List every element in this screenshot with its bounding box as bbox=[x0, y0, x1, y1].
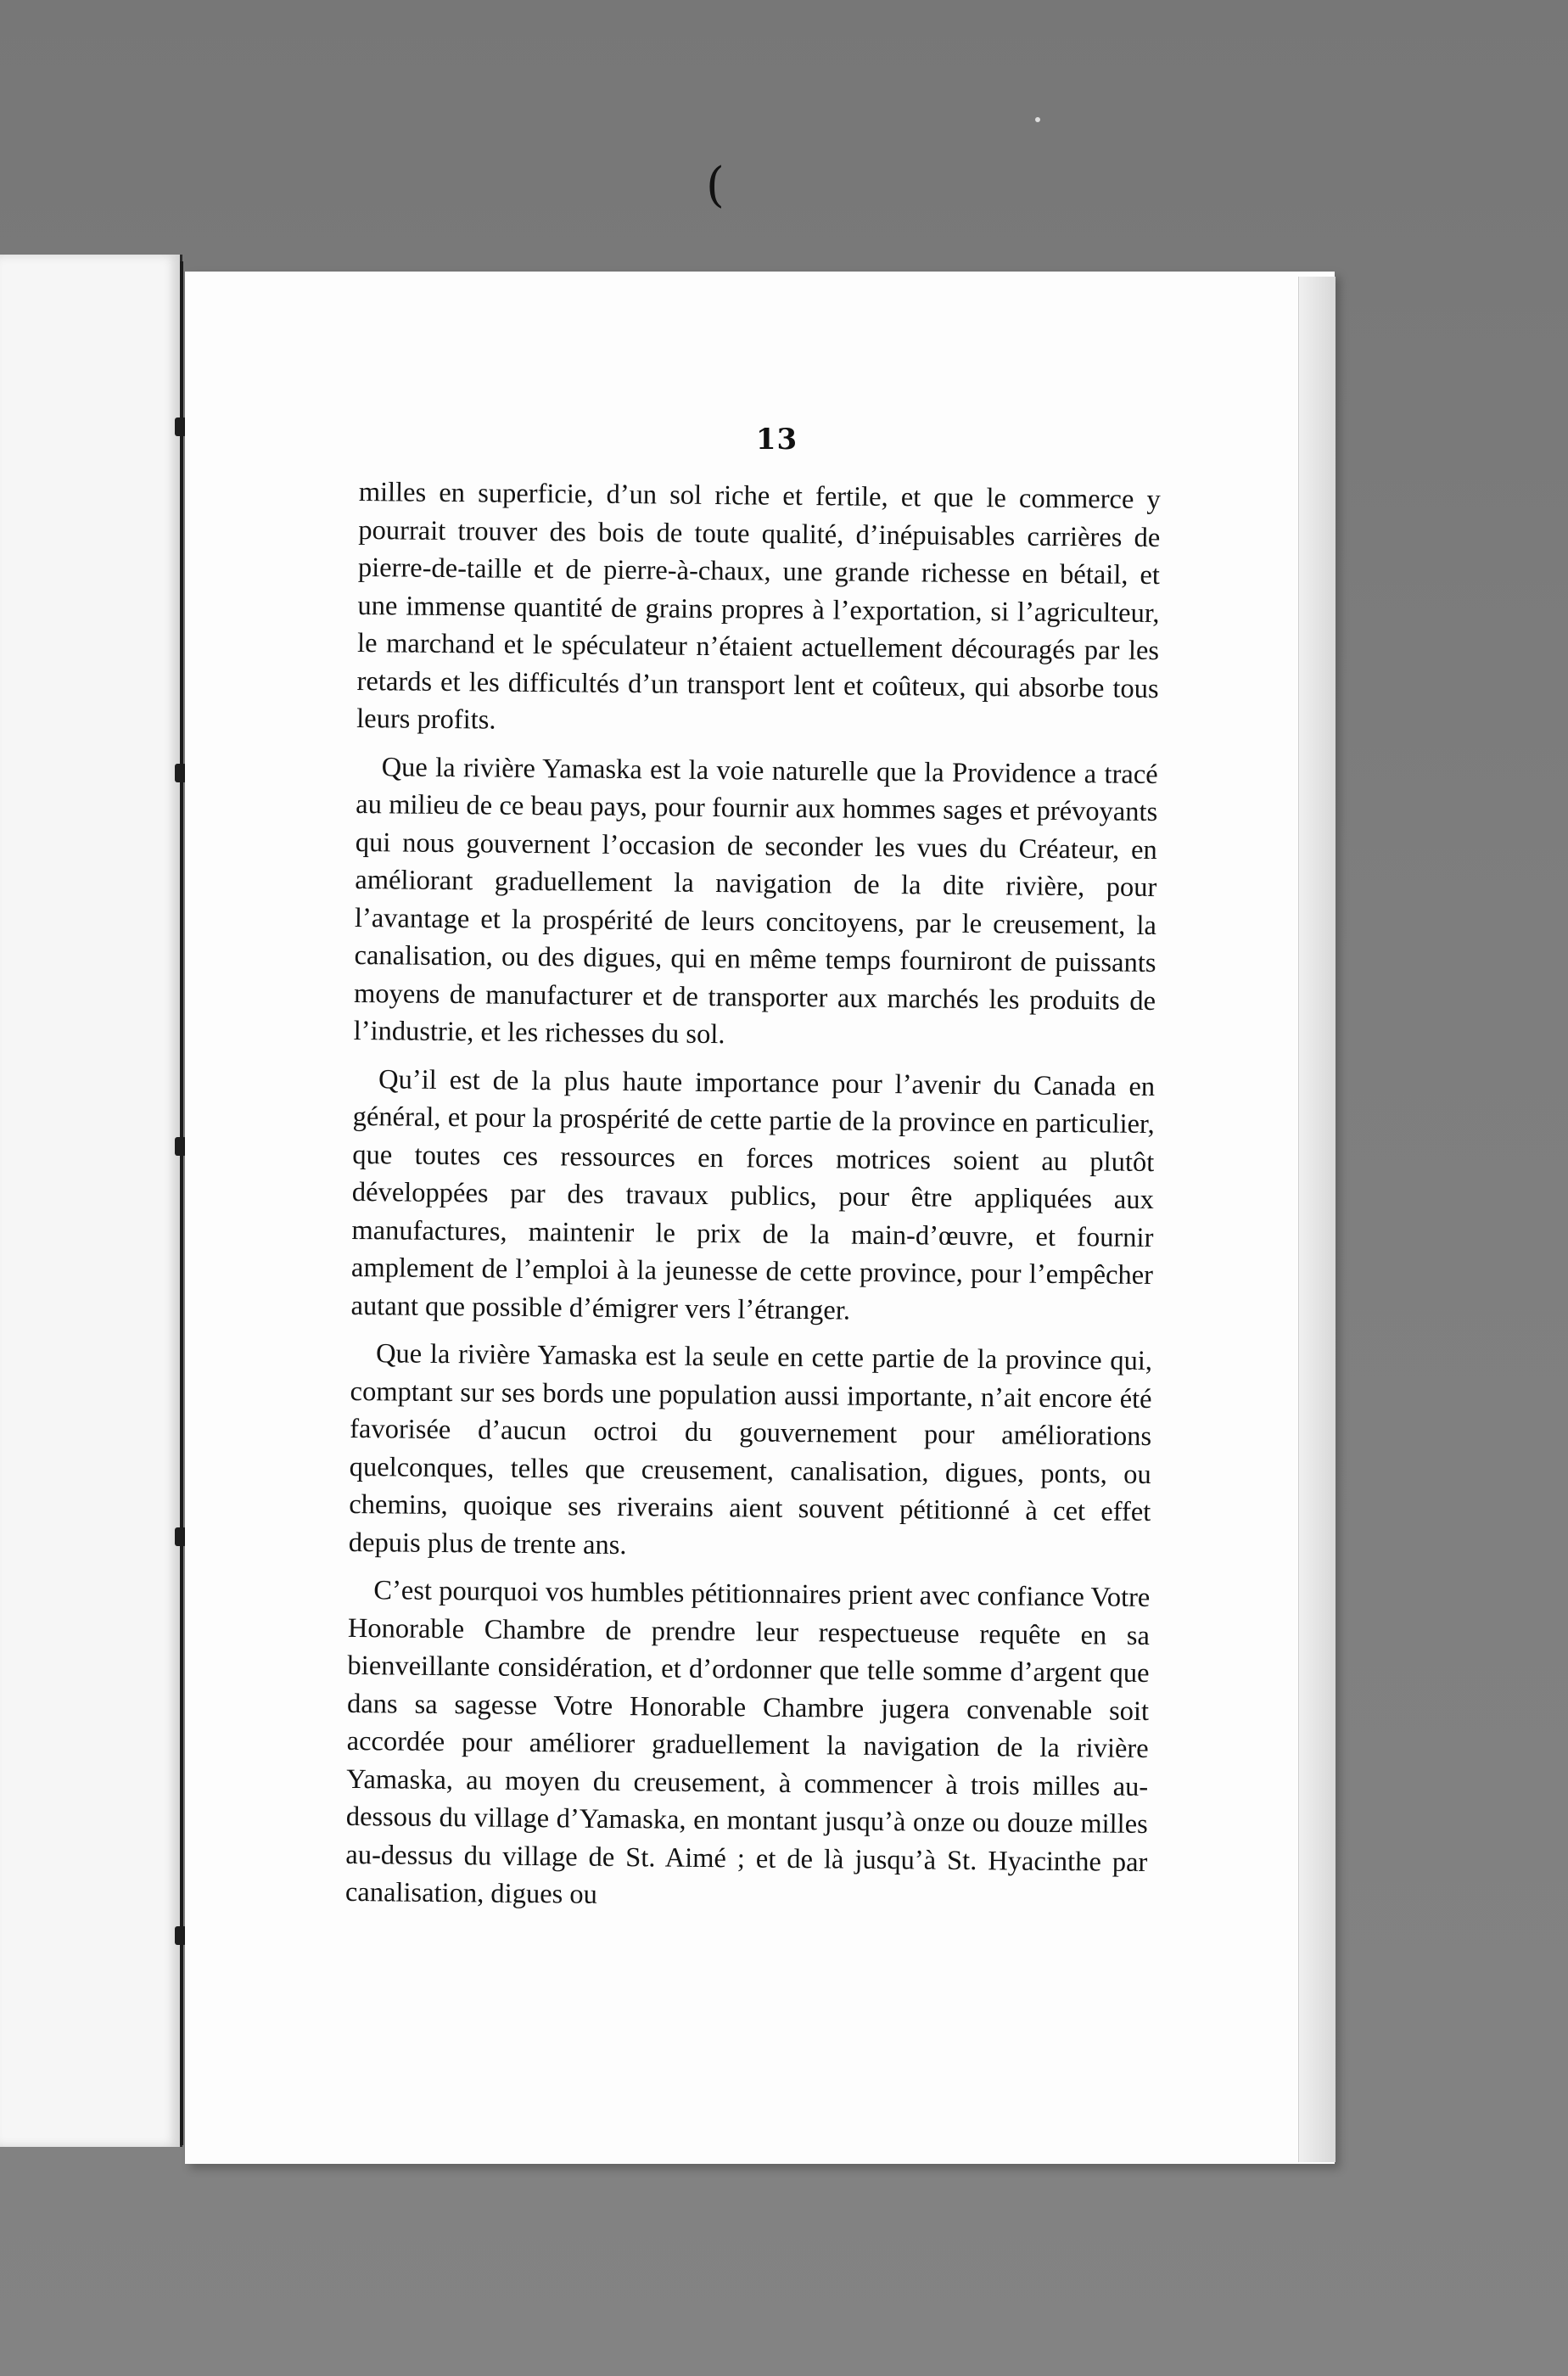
body-text bbox=[345, 474, 1161, 1929]
document-page bbox=[185, 272, 1335, 2164]
paragraph-5: C’est pourquoi vos humbles pétitionnaires prient avec confiance Votre Honorable Chambre de prendre leur respectueuse requête en sa bienveillante considération, et d’ordonner que telle somme d’argent que dans sa sagesse Votre Honorable Chambre jugera convenable soit accordée pour améliorer graduellement la navigation de la rivière Yamaska, au moyen du creusement, à commencer à trois milles au-dessous du village d’Yamaska, en montant jusqu’à onze ou douze milles au-dessus du village de St. Aimé ; et de là jusqu’à St. Hyacinthe par canalisation, digues ou bbox=[344, 1575, 1151, 1910]
scan-artifact-mark: ( bbox=[706, 158, 725, 213]
paragraph-2: Que la rivière Yamaska est la voie naturelle que la Providence a tracé au milieu de ce beau pays, pour fournir aux hommes sages et prévoyants qui nous gouvernent l’occasion de seconder les vues du Créateur, en améliorant graduellement la navigation de la dite rivière, pour l’avantage et la prospérité de leurs concitoyens, par le creusement, la canalisation, ou des digues, qui en même temps fourniront de puissants moyens de manufacturer et de transporter aux marchés les produits de l’industrie, et les richesses du sol. bbox=[353, 751, 1158, 1051]
facing-page-edge bbox=[0, 255, 182, 2147]
scan-artifact-dot bbox=[1035, 117, 1040, 122]
paragraph-4: Que la rivière Yamaska est la seule en cette partie de la province qui, comptant sur ses bords une population aussi importante, n’ait encore été favorisée d’aucun octroi du gouvernement pour améliorations quelconques, telles que creusement, canalisation, digues, ponts, ou chemins, quoique ses riverains aient souvent pétitionné à cet effet depuis plus de trente ans. bbox=[348, 1338, 1153, 1561]
binding-gutter bbox=[180, 261, 183, 2145]
paragraph-3: Qu’il est de la plus haute importance pour l’avenir du Canada en général, et pour la prospérité de cette partie de la province en particulier, que toutes ces ressources en forces motrices soient au plutôt développées par des travaux publics, pour être appliquées aux manufactures, maintenir le prix de la main-d’œuvre, et fournir amplement de l’emploi à la jeunesse de cette province, pour l’empêcher autant que possible d’émigrer vers l’étranger. bbox=[350, 1063, 1156, 1326]
paragraph-1: milles en superficie, d’un sol riche et fertile, et que le commerce y pourrait trouver des bois de toute qualité, d’inépuisables carrières de pierre-de-taille et de pierre-à-chaux, une grande richesse en bétail, et une immense quantité de grains propres à l’exportation, si l’agriculteur, le marchand et le spéculateur n’étaient actuellement découragés par les retards et les difficultés d’un transport lent et coûteux, qui absorbe tous leurs profits. bbox=[356, 476, 1161, 736]
page-right-edge bbox=[1298, 277, 1336, 2162]
page-number: 13 bbox=[755, 423, 798, 457]
